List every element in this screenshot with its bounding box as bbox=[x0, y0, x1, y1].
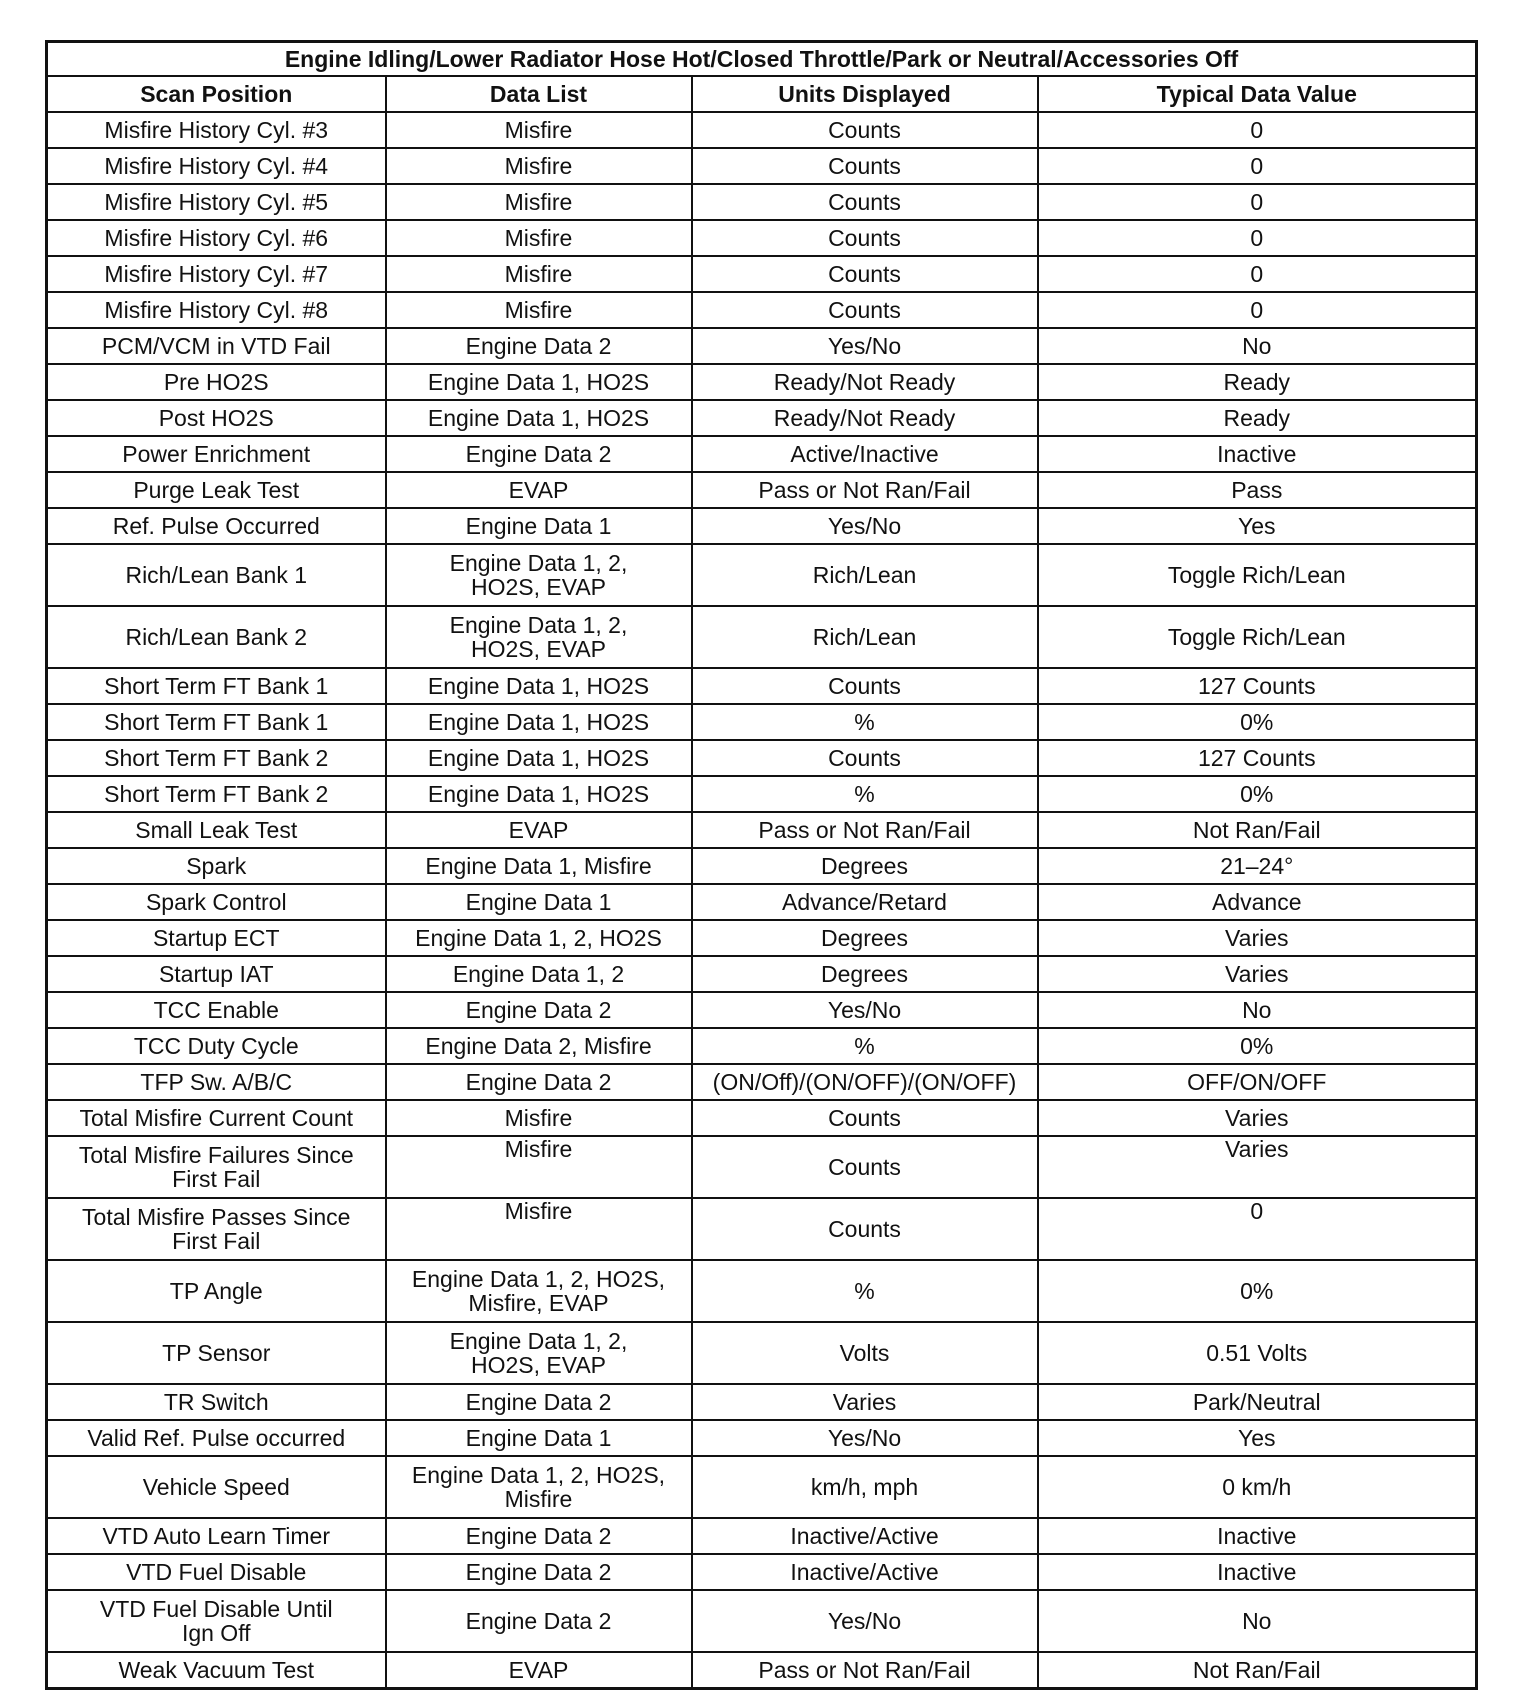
table-row bbox=[47, 1554, 1477, 1590]
typical-value-cell: 0 bbox=[1038, 220, 1477, 256]
data-list-cell: Engine Data 1, 2, HO2S bbox=[386, 920, 692, 956]
typical-value-cell: OFF/ON/OFF bbox=[1038, 1064, 1477, 1100]
header-scan-position: Scan Position bbox=[47, 76, 386, 112]
table-row bbox=[47, 184, 1477, 220]
typical-value-cell: Varies bbox=[1038, 920, 1477, 956]
scan-position-cell: VTD Fuel Disable bbox=[47, 1554, 386, 1590]
units-displayed-cell: % bbox=[692, 704, 1038, 740]
table-row bbox=[47, 292, 1477, 328]
scan-position-cell: Purge Leak Test bbox=[47, 472, 386, 508]
scan-position-cell: Vehicle Speed bbox=[47, 1456, 386, 1518]
scan-position-cell: Short Term FT Bank 2 bbox=[47, 776, 386, 812]
typical-value-cell: Varies bbox=[1038, 1100, 1477, 1136]
typical-value-cell: 0 bbox=[1038, 256, 1477, 292]
data-list-cell: Engine Data 1, 2, HO2S, Misfire, EVAP bbox=[386, 1260, 692, 1322]
units-displayed-cell: Counts bbox=[692, 184, 1038, 220]
scan-position-cell: TP Sensor bbox=[47, 1322, 386, 1384]
scan-position-cell: Pre HO2S bbox=[47, 364, 386, 400]
data-list-cell: Engine Data 1 bbox=[386, 884, 692, 920]
data-list-cell: Misfire bbox=[386, 292, 692, 328]
units-displayed-cell: Rich/Lean bbox=[692, 544, 1038, 606]
typical-value-cell: Advance bbox=[1038, 884, 1477, 920]
units-displayed-cell: % bbox=[692, 1260, 1038, 1322]
units-displayed-cell: Active/Inactive bbox=[692, 436, 1038, 472]
scan-position-cell: VTD Fuel Disable Until Ign Off bbox=[47, 1590, 386, 1652]
table-row bbox=[47, 956, 1477, 992]
data-list-cell: Engine Data 1 bbox=[386, 508, 692, 544]
typical-value-cell: No bbox=[1038, 992, 1477, 1028]
table-row bbox=[47, 400, 1477, 436]
typical-value-cell: Toggle Rich/Lean bbox=[1038, 606, 1477, 668]
table-title: Engine Idling/Lower Radiator Hose Hot/Closed Throttle/Park or Neutral/Accessories Off bbox=[47, 42, 1477, 77]
units-displayed-cell: Yes/No bbox=[692, 508, 1038, 544]
units-displayed-cell: Pass or Not Ran/Fail bbox=[692, 472, 1038, 508]
table-row bbox=[47, 1100, 1477, 1136]
typical-value-cell: 21–24° bbox=[1038, 848, 1477, 884]
typical-value-cell: 0% bbox=[1038, 1028, 1477, 1064]
scan-position-cell: Misfire History Cyl. #6 bbox=[47, 220, 386, 256]
scan-position-cell: TCC Duty Cycle bbox=[47, 1028, 386, 1064]
scan-position-cell: Total Misfire Passes Since First Fail bbox=[47, 1198, 386, 1260]
scan-position-cell: Startup IAT bbox=[47, 956, 386, 992]
typical-value-cell: Pass bbox=[1038, 472, 1477, 508]
data-list-cell: Engine Data 1, 2, HO2S, Misfire bbox=[386, 1456, 692, 1518]
units-displayed-cell: Counts bbox=[692, 220, 1038, 256]
units-displayed-cell: % bbox=[692, 1028, 1038, 1064]
scan-position-cell: TP Angle bbox=[47, 1260, 386, 1322]
scan-position-cell: Misfire History Cyl. #5 bbox=[47, 184, 386, 220]
data-list-cell: Misfire bbox=[386, 1136, 692, 1198]
scan-position-cell: Valid Ref. Pulse occurred bbox=[47, 1420, 386, 1456]
typical-value-cell: 127 Counts bbox=[1038, 668, 1477, 704]
units-displayed-cell: Counts bbox=[692, 1100, 1038, 1136]
units-displayed-cell: Inactive/Active bbox=[692, 1554, 1038, 1590]
units-displayed-cell: Ready/Not Ready bbox=[692, 400, 1038, 436]
table-row bbox=[47, 472, 1477, 508]
units-displayed-cell: % bbox=[692, 776, 1038, 812]
scan-position-cell: Total Misfire Failures Since First Fail bbox=[47, 1136, 386, 1198]
table-row bbox=[47, 220, 1477, 256]
table-row bbox=[47, 148, 1477, 184]
typical-value-cell: 0.51 Volts bbox=[1038, 1322, 1477, 1384]
units-displayed-cell: km/h, mph bbox=[692, 1456, 1038, 1518]
header-units-displayed: Units Displayed bbox=[692, 76, 1038, 112]
data-list-cell: Engine Data 1, Misfire bbox=[386, 848, 692, 884]
typical-value-cell: Not Ran/Fail bbox=[1038, 1652, 1477, 1689]
data-list-cell: Engine Data 1, HO2S bbox=[386, 364, 692, 400]
scan-position-cell: Startup ECT bbox=[47, 920, 386, 956]
typical-value-cell: Ready bbox=[1038, 400, 1477, 436]
typical-value-cell: 0 bbox=[1038, 292, 1477, 328]
typical-value-cell: 127 Counts bbox=[1038, 740, 1477, 776]
scan-position-cell: TR Switch bbox=[47, 1384, 386, 1420]
scan-position-cell: Rich/Lean Bank 1 bbox=[47, 544, 386, 606]
units-displayed-cell: Inactive/Active bbox=[692, 1518, 1038, 1554]
typical-value-cell: 0 bbox=[1038, 1198, 1477, 1260]
data-list-cell: Engine Data 2 bbox=[386, 436, 692, 472]
table-body bbox=[47, 112, 1477, 1689]
units-displayed-cell: Counts bbox=[692, 292, 1038, 328]
data-list-cell: Engine Data 1, 2, HO2S, EVAP bbox=[386, 544, 692, 606]
scan-position-cell: Rich/Lean Bank 2 bbox=[47, 606, 386, 668]
table-row bbox=[47, 1518, 1477, 1554]
table-row bbox=[47, 812, 1477, 848]
typical-value-cell: Park/Neutral bbox=[1038, 1384, 1477, 1420]
data-list-cell: Engine Data 2 bbox=[386, 1554, 692, 1590]
units-displayed-cell: Counts bbox=[692, 668, 1038, 704]
data-list-cell: Misfire bbox=[386, 1198, 692, 1260]
data-list-cell: Misfire bbox=[386, 220, 692, 256]
scan-position-cell: PCM/VCM in VTD Fail bbox=[47, 328, 386, 364]
units-displayed-cell: Pass or Not Ran/Fail bbox=[692, 812, 1038, 848]
typical-value-cell: Inactive bbox=[1038, 436, 1477, 472]
typical-value-cell: 0 bbox=[1038, 148, 1477, 184]
units-displayed-cell: Advance/Retard bbox=[692, 884, 1038, 920]
data-list-cell: Engine Data 2 bbox=[386, 1518, 692, 1554]
data-list-cell: Misfire bbox=[386, 1100, 692, 1136]
data-list-cell: Engine Data 2 bbox=[386, 1064, 692, 1100]
table-row bbox=[47, 1420, 1477, 1456]
data-list-cell: Engine Data 1, HO2S bbox=[386, 704, 692, 740]
data-list-cell: Engine Data 1, HO2S bbox=[386, 668, 692, 704]
data-list-cell: Engine Data 2, Misfire bbox=[386, 1028, 692, 1064]
data-list-cell: Engine Data 2 bbox=[386, 992, 692, 1028]
table-row bbox=[47, 1260, 1477, 1322]
scan-position-cell: Weak Vacuum Test bbox=[47, 1652, 386, 1689]
units-displayed-cell: Degrees bbox=[692, 956, 1038, 992]
data-list-cell: Engine Data 1, HO2S bbox=[386, 740, 692, 776]
units-displayed-cell: Degrees bbox=[692, 848, 1038, 884]
typical-value-cell: 0% bbox=[1038, 704, 1477, 740]
data-list-cell: Engine Data 2 bbox=[386, 1590, 692, 1652]
data-list-cell: Misfire bbox=[386, 112, 692, 148]
typical-value-cell: 0 bbox=[1038, 112, 1477, 148]
typical-value-cell: Not Ran/Fail bbox=[1038, 812, 1477, 848]
typical-value-cell: Varies bbox=[1038, 1136, 1477, 1198]
scan-position-cell: Spark Control bbox=[47, 884, 386, 920]
data-list-cell: Engine Data 2 bbox=[386, 1384, 692, 1420]
scan-position-cell: Misfire History Cyl. #3 bbox=[47, 112, 386, 148]
table-row bbox=[47, 848, 1477, 884]
scan-position-cell: Post HO2S bbox=[47, 400, 386, 436]
table-row bbox=[47, 1198, 1477, 1260]
typical-value-cell: Inactive bbox=[1038, 1518, 1477, 1554]
table-row bbox=[47, 1384, 1477, 1420]
scan-position-cell: Spark bbox=[47, 848, 386, 884]
typical-value-cell: Yes bbox=[1038, 1420, 1477, 1456]
typical-value-cell: 0 bbox=[1038, 184, 1477, 220]
units-displayed-cell: Counts bbox=[692, 256, 1038, 292]
units-displayed-cell: Pass or Not Ran/Fail bbox=[692, 1652, 1038, 1689]
table-row bbox=[47, 544, 1477, 606]
typical-value-cell: 0 km/h bbox=[1038, 1456, 1477, 1518]
data-list-cell: Engine Data 1, HO2S bbox=[386, 776, 692, 812]
scan-data-table bbox=[45, 40, 1478, 1690]
table-row bbox=[47, 606, 1477, 668]
table-row bbox=[47, 884, 1477, 920]
table-row bbox=[47, 1456, 1477, 1518]
table-row bbox=[47, 1590, 1477, 1652]
scan-position-cell: Ref. Pulse Occurred bbox=[47, 508, 386, 544]
table-row bbox=[47, 436, 1477, 472]
scan-position-cell: Small Leak Test bbox=[47, 812, 386, 848]
data-list-cell: Engine Data 1, HO2S bbox=[386, 400, 692, 436]
scan-position-cell: TFP Sw. A/B/C bbox=[47, 1064, 386, 1100]
units-displayed-cell: Volts bbox=[692, 1322, 1038, 1384]
table-row bbox=[47, 1028, 1477, 1064]
scan-position-cell: Misfire History Cyl. #4 bbox=[47, 148, 386, 184]
units-displayed-cell: Counts bbox=[692, 740, 1038, 776]
table-row bbox=[47, 740, 1477, 776]
table-row bbox=[47, 704, 1477, 740]
units-displayed-cell: Degrees bbox=[692, 920, 1038, 956]
typical-value-cell: No bbox=[1038, 1590, 1477, 1652]
table-row bbox=[47, 1136, 1477, 1198]
typical-value-cell: 0% bbox=[1038, 1260, 1477, 1322]
units-displayed-cell: Yes/No bbox=[692, 1420, 1038, 1456]
units-displayed-cell: (ON/Off)/(ON/OFF)/(ON/OFF) bbox=[692, 1064, 1038, 1100]
units-displayed-cell: Yes/No bbox=[692, 1590, 1038, 1652]
table-row bbox=[47, 1322, 1477, 1384]
data-list-cell: Engine Data 1, 2, HO2S, EVAP bbox=[386, 1322, 692, 1384]
table-row bbox=[47, 364, 1477, 400]
data-list-cell: EVAP bbox=[386, 812, 692, 848]
scan-position-cell: Short Term FT Bank 1 bbox=[47, 668, 386, 704]
data-list-cell: EVAP bbox=[386, 472, 692, 508]
data-list-cell: Misfire bbox=[386, 148, 692, 184]
table-row bbox=[47, 920, 1477, 956]
header-typical-data-value: Typical Data Value bbox=[1038, 76, 1477, 112]
typical-value-cell: Inactive bbox=[1038, 1554, 1477, 1590]
units-displayed-cell: Yes/No bbox=[692, 328, 1038, 364]
scan-position-cell: TCC Enable bbox=[47, 992, 386, 1028]
data-list-cell: Engine Data 1 bbox=[386, 1420, 692, 1456]
scan-position-cell: Short Term FT Bank 1 bbox=[47, 704, 386, 740]
scan-position-cell: Total Misfire Current Count bbox=[47, 1100, 386, 1136]
table-row bbox=[47, 776, 1477, 812]
table-row bbox=[47, 992, 1477, 1028]
data-table-sheet bbox=[45, 40, 1475, 1690]
data-list-cell: Engine Data 2 bbox=[386, 328, 692, 364]
table-row bbox=[47, 112, 1477, 148]
data-list-cell: Engine Data 1, 2 bbox=[386, 956, 692, 992]
units-displayed-cell: Ready/Not Ready bbox=[692, 364, 1038, 400]
units-displayed-cell: Yes/No bbox=[692, 992, 1038, 1028]
data-list-cell: EVAP bbox=[386, 1652, 692, 1689]
table-row bbox=[47, 328, 1477, 364]
typical-value-cell: Yes bbox=[1038, 508, 1477, 544]
units-displayed-cell: Counts bbox=[692, 148, 1038, 184]
table-row bbox=[47, 508, 1477, 544]
table-row bbox=[47, 668, 1477, 704]
table-row bbox=[47, 1064, 1477, 1100]
scan-position-cell: Misfire History Cyl. #8 bbox=[47, 292, 386, 328]
table-row bbox=[47, 1652, 1477, 1689]
header-data-list: Data List bbox=[386, 76, 692, 112]
units-displayed-cell: Rich/Lean bbox=[692, 606, 1038, 668]
typical-value-cell: Toggle Rich/Lean bbox=[1038, 544, 1477, 606]
units-displayed-cell: Varies bbox=[692, 1384, 1038, 1420]
data-list-cell: Misfire bbox=[386, 256, 692, 292]
typical-value-cell: Ready bbox=[1038, 364, 1477, 400]
scan-position-cell: Power Enrichment bbox=[47, 436, 386, 472]
typical-value-cell: 0% bbox=[1038, 776, 1477, 812]
scan-position-cell: VTD Auto Learn Timer bbox=[47, 1518, 386, 1554]
data-list-cell: Misfire bbox=[386, 184, 692, 220]
typical-value-cell: No bbox=[1038, 328, 1477, 364]
table-row bbox=[47, 256, 1477, 292]
scan-position-cell: Short Term FT Bank 2 bbox=[47, 740, 386, 776]
scan-position-cell: Misfire History Cyl. #7 bbox=[47, 256, 386, 292]
units-displayed-cell: Counts bbox=[692, 1136, 1038, 1198]
typical-value-cell: Varies bbox=[1038, 956, 1477, 992]
units-displayed-cell: Counts bbox=[692, 112, 1038, 148]
data-list-cell: Engine Data 1, 2, HO2S, EVAP bbox=[386, 606, 692, 668]
units-displayed-cell: Counts bbox=[692, 1198, 1038, 1260]
